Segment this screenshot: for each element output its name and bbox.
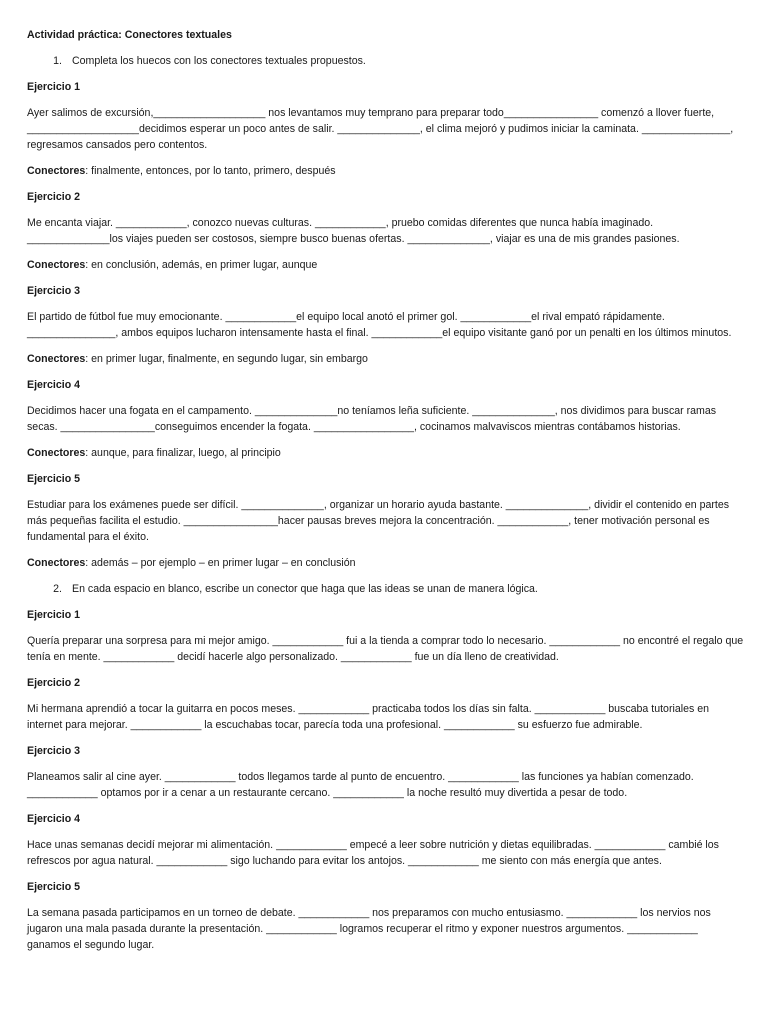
- exercise-title: Ejercicio 1: [27, 81, 80, 93]
- exercise-text: Mi hermana aprendió a tocar la guitarra en pocos meses. ____________ practicaba todos los días sin falta. ____________ buscaba tutoriales en internet para mejorar. ____________ la escuchabas tocar, parecía toda una profesional. ____________ su esfuerzo fue admirable.: [27, 703, 709, 731]
- connectors-list: : además – por ejemplo – en primer lugar – en conclusión: [85, 557, 356, 569]
- instruction-1: [27, 53, 744, 69]
- exercise-text: Me encanta viajar. ____________, conozco nuevas culturas. ____________, pruebo comidas diferentes que nunca había imaginado. ______________los viajes pueden ser costosos, siempre busco buenas ofertas. ______________, viajar es una de mis grandes pasiones.: [27, 217, 680, 245]
- instruction-text: En cada espacio en blanco, escribe un conector que haga que las ideas se unan de manera lógica.: [72, 583, 538, 595]
- exercise-text: Estudiar para los exámenes puede ser difícil. ______________, organizar un horario ayuda bastante. ______________, dividir el contenido en partes más pequeñas facilita el estudio. ________________hacer pausas breves mejora la concentración. ____________, tener motivación personal es fundamental para el éxito.: [27, 499, 730, 543]
- connectors-label: Conectores: [27, 353, 86, 365]
- exercise-text: Decidimos hacer una fogata en el campamento. ______________no teníamos leña suficiente. ______________, nos dividimos para buscar ramas secas. ________________conseguimos encender la fogata. _________________, cocinamos malvaviscos mientras contábamos historias.: [27, 405, 717, 433]
- connectors-line: [27, 163, 744, 179]
- instruction-text: Completa los huecos con los conectores textuales propuestos.: [72, 55, 366, 67]
- part2-exercise-4: [27, 811, 744, 869]
- exercise-text: Planeamos salir al cine ayer. ____________ todos llegamos tarde al punto de encuentro. ____________ las funciones ya habían comenzado. ____________ optamos por ir a cenar a un restaurante cercano. ____________ la noche resultó muy divertida a pesar de todo.: [27, 771, 694, 799]
- part2-exercise-5: [27, 879, 744, 953]
- exercise-title: Ejercicio 4: [27, 379, 80, 391]
- part1-exercise-1: [27, 79, 744, 179]
- connectors-line: [27, 555, 744, 571]
- connectors-list: : aunque, para finalizar, luego, al principio: [85, 447, 281, 459]
- instruction-number: 2.: [53, 583, 62, 595]
- exercise-text: El partido de fútbol fue muy emocionante. ____________el equipo local anotó el primer gol. ____________el rival empató rápidamente. _______________, ambos equipos lucharon intensamente hasta el final. ____________el equipo visitante ganó por un penalti en los últimos minutos.: [27, 311, 732, 339]
- connectors-line: [27, 257, 744, 273]
- exercise-text: Hace unas semanas decidí mejorar mi alimentación. ____________ empecé a leer sobre nutrición y dietas equilibradas. ____________ cambié los refrescos por agua natural. ____________ sigo luchando para evitar los antojos. ____________ me siento con más energía que antes.: [27, 839, 719, 867]
- connectors-line: [27, 445, 744, 461]
- exercise-text: Quería preparar una sorpresa para mi mejor amigo. ____________ fui a la tienda a comprar todo lo necesario. ____________ no encontré el regalo que tenía en mente. ____________ decidí hacerle algo personalizado. ____________ fue un día lleno de creatividad.: [27, 635, 744, 663]
- exercise-title: Ejercicio 2: [27, 191, 80, 203]
- part2-exercise-2: [27, 675, 744, 733]
- exercise-title: Ejercicio 3: [27, 745, 80, 757]
- exercise-title: Ejercicio 5: [27, 881, 80, 893]
- exercise-text: Ayer salimos de excursión,___________________ nos levantamos muy temprano para preparar todo________________ comenzó a llover fuerte, ___________________decidimos esperar un poco antes de salir. ______________, el clima mejoró y pudimos iniciar la caminata. _______________, regresamos cansados pero contentos.: [27, 107, 734, 151]
- instruction-2: [27, 581, 744, 597]
- part1-exercise-2: [27, 189, 744, 273]
- connectors-list: : finalmente, entonces, por lo tanto, primero, después: [85, 165, 336, 177]
- connectors-label: Conectores: [27, 557, 86, 569]
- part2-exercise-3: [27, 743, 744, 801]
- exercise-text: La semana pasada participamos en un torneo de debate. ____________ nos preparamos con mucho entusiasmo. ____________ los nervios nos jugaron una mala pasada durante la presentación. ____________ logramos recuperar el ritmo y exponer nuestros argumentos. ____________ ganamos el segundo lugar.: [27, 907, 711, 951]
- part1-exercise-4: [27, 377, 744, 461]
- exercise-title: Ejercicio 3: [27, 285, 80, 297]
- exercise-title: Ejercicio 4: [27, 813, 80, 825]
- exercise-title: Ejercicio 2: [27, 677, 80, 689]
- exercise-title: Ejercicio 5: [27, 473, 80, 485]
- part1-exercise-3: [27, 283, 744, 367]
- connectors-list: : en primer lugar, finalmente, en segundo lugar, sin embargo: [85, 353, 368, 365]
- document-title: Actividad práctica: Conectores textuales: [27, 29, 232, 41]
- connectors-label: Conectores: [27, 259, 86, 271]
- part1-exercise-5: [27, 471, 744, 571]
- connectors-label: Conectores: [27, 447, 86, 459]
- instruction-number: 1.: [53, 55, 62, 67]
- connectors-label: Conectores: [27, 165, 86, 177]
- connectors-list: : en conclusión, además, en primer lugar, aunque: [85, 259, 318, 271]
- connectors-line: [27, 351, 744, 367]
- exercise-title: Ejercicio 1: [27, 609, 80, 621]
- part2-exercise-1: [27, 607, 744, 665]
